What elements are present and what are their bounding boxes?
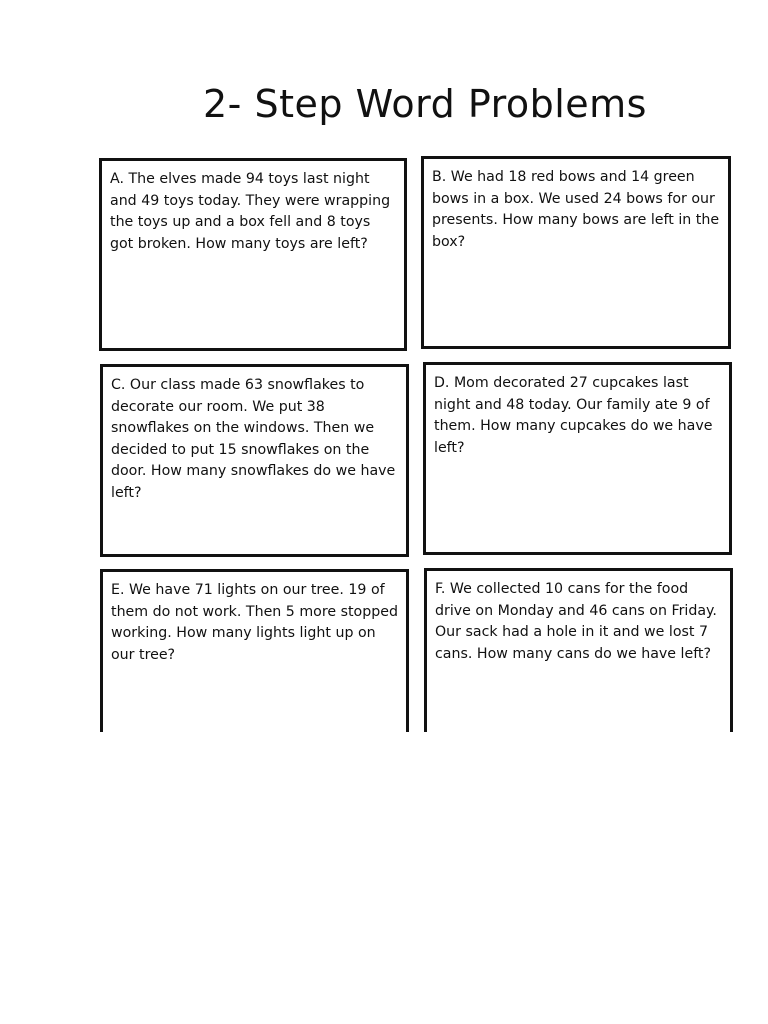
problem-card-b bbox=[421, 156, 731, 349]
problem-text-c: C. Our class made 63 snowflakes to decorate our room. We put 38 snowflakes on the windows. Then we decided to put 15 snowflakes on the door. How many snowflakes do we have left? bbox=[111, 377, 396, 501]
worksheet-title: 2- Step Word Problems bbox=[203, 82, 647, 126]
problem-text-a: A. The elves made 94 toys last night and 49 toys today. They were wrapping the toys up and a box fell and 8 toys got broken. How many toys are left? bbox=[110, 171, 391, 252]
problem-card-d bbox=[423, 362, 732, 555]
problem-card-f bbox=[424, 568, 733, 732]
problem-text-e: E. We have 71 lights on our tree. 19 of them do not work. Then 5 more stopped working. How many lights light up on our tree? bbox=[111, 582, 398, 663]
problem-card-c bbox=[100, 364, 409, 557]
problem-card-e bbox=[100, 569, 409, 732]
problem-card-a bbox=[99, 158, 407, 351]
problem-text-d: D. Mom decorated 27 cupcakes last night and 48 today. Our family ate 9 of them. How many cupcakes do we have left? bbox=[434, 375, 713, 456]
problem-text-b: B. We had 18 red bows and 14 green bows in a box. We used 24 bows for our presents. How many bows are left in the box? bbox=[432, 169, 720, 250]
problem-text-f: F. We collected 10 cans for the food drive on Monday and 46 cans on Friday. Our sack had a hole in it and we lost 7 cans. How many cans do we have left? bbox=[435, 581, 717, 662]
